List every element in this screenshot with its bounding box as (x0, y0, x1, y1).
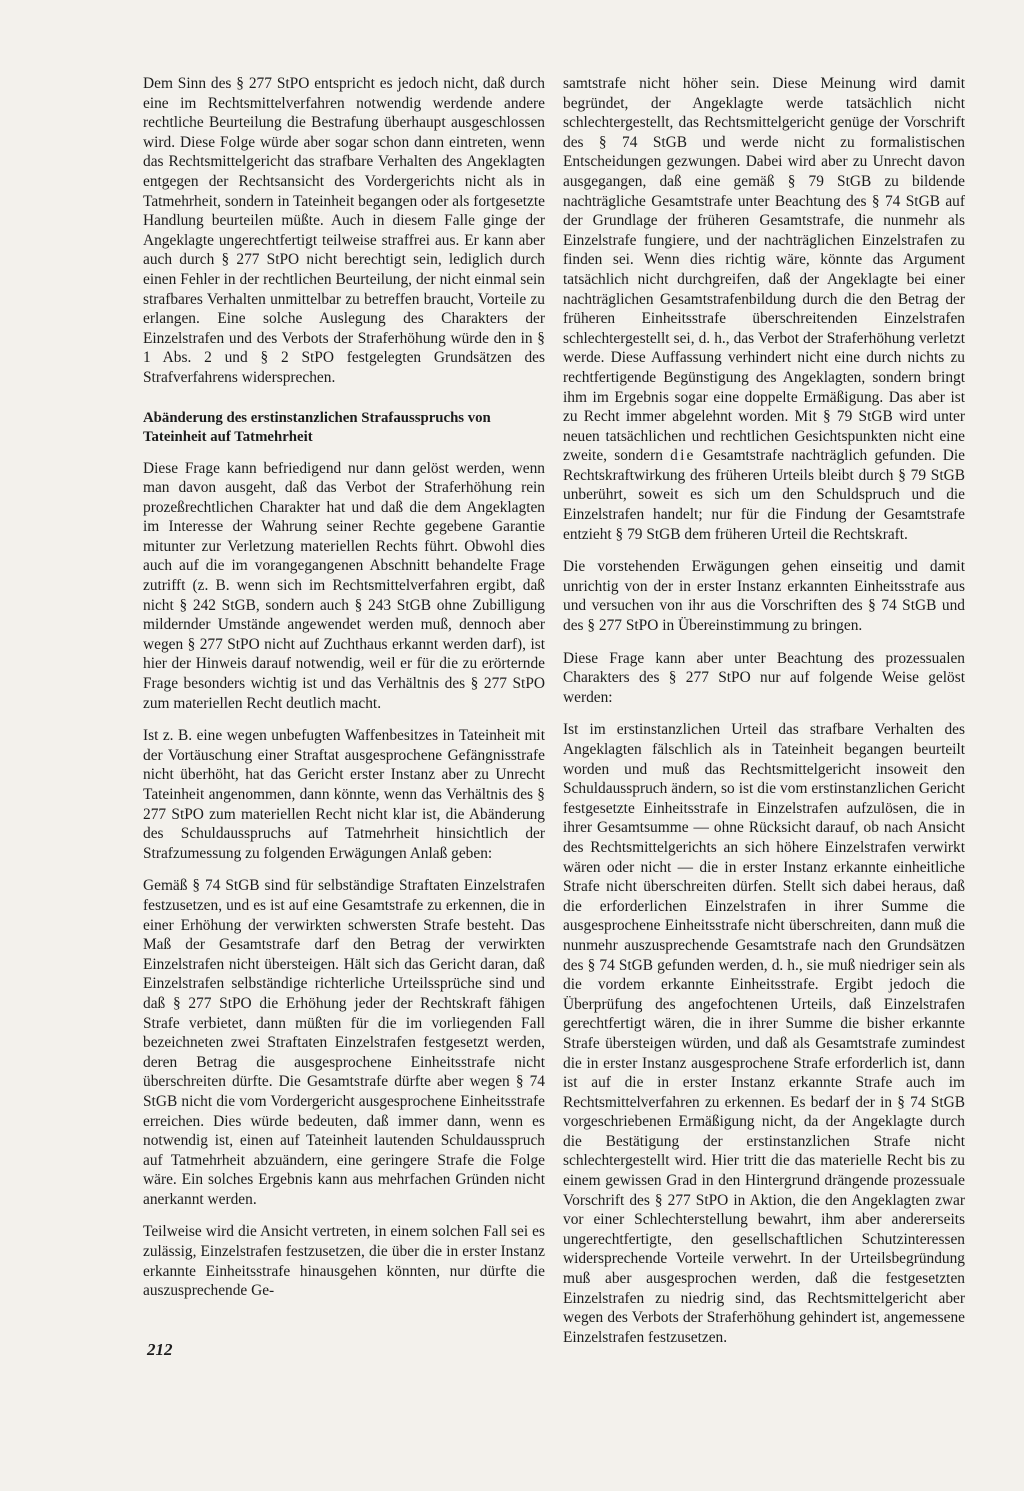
paragraph: Ist im erstinstanzlichen Urteil das strafbare Verhalten des Angeklagten fälschlich als in Tateinheit begangen beurteilt worden und muß das Rechtsmittelgericht insoweit den Schuldausspruch ändern, so ist die vom erstinstanzlichen Gericht festgesetzte Einheitsstrafe in Einzelstrafen aufzulösen, die in ihrer Gesamtsumme — ohne Rücksicht darauf, ob nach Ansicht des Rechtsmittelgerichts an sich höhere Einzelstrafen verwirkt wären oder nicht — die in erster Instanz erkannte einheitliche Strafe nicht überschreiten dürfen. Stellt sich dabei heraus, daß die erforderlichen Einzelstrafen in ihrer Summe die ausgesprochene Einheitsstrafe nicht überschreiten, dann muß die nunmehr auszusprechende Gesamtstrafe nach den Grundsätzen des § 74 StGB gefunden werden, d. h., sie muß niedriger sein als die vordem erkannte Einheitsstrafe. Ergibt jedoch die Überprüfung des angefochtenen Urteils, daß Einzelstrafen gerechtfertigt wären, die in ihrer Summe die bisher erkannte Strafe übersteigen würden, und daß als Gesamtstrafe zumindest die in erster Instanz ausgesprochene Strafe erforderlich ist, dann ist auf die in erster Instanz erkannte Strafe auch im Rechtsmittelverfahren zu erkennen. Es bedarf der in § 74 StGB vorgeschriebenen Ermäßigung nicht, da der Angeklagte durch die Bestätigung der erstinstanzlichen Strafe nicht schlechtergestellt wird. Hier tritt die das materielle Recht bis zu einem gewissen Grad in den Hintergrund drängende prozessuale Vorschrift des § 277 StPO in Aktion, die den Angeklagten zwar vor einer Schlechterstellung bewahrt, ihm aber andererseits ungerechtfertigte, den gesellschaftlichen Schutzinteressen widersprechende Vorteile verwehrt. In der Urteilsbegründung muß aber ausgesprochen werden, daß die festgesetzten Einzelstrafen zu niedrig sind, das Rechtsmittelgericht aber wegen des Verbots der Straferhöhung gehindert ist, angemessene Einzelstrafen festzusetzen. (563, 721, 965, 1346)
paragraph: Diese Frage kann aber unter Beachtung des prozessualen Charakters des § 277 StPO nur auf folgende Weise gelöst werden: (563, 649, 965, 706)
paragraph: Gemäß § 74 StGB sind für selbständige Straftaten Einzelstrafen festzusetzen, und es ist auf eine Gesamtstrafe zu erkennen, die in einer Erhöhung der verwirkten schwersten Strafe besteht. Das Maß der Gesamtstrafe darf den Betrag der verwirkten Einzelstrafen nicht übersteigen. Hält sich das Gericht daran, daß Einzelstrafen selbständige richterliche Urteilssprüche sind und daß § 277 StPO die Erhöhung jeder der Rechtskraft fähigen Strafe verbietet, dann müßten für die im vorliegenden Fall bezeichneten zwei Straftaten Einzelstrafen festgesetzt werden, deren Betrag die ausgesprochene Einheitsstrafe nicht überschreiten dürfte. Die Gesamtstrafe dürfte aber wegen § 74 StGB nicht die vom Vordergericht ausgesprochene Einheitsstrafe erreichen. Dies würde bedeuten, daß immer dann, wenn es notwendig ist, einen auf Tateinheit lautenden Schuldausspruch auf Tatmehrheit abzuändern, eine geringere Strafe die Folge wäre. Ein solches Ergebnis kann aus mehrfachen Gründen nicht anerkannt werden. (143, 877, 545, 1208)
left-column (143, 74, 545, 1314)
paragraph: Diese Frage kann befriedigend nur dann gelöst werden, wenn man davon ausgeht, daß das Verbot der Straferhöhung rein prozeßrechtlichen Charakter hat und daß die dem Angeklagten im Interesse der Wahrung seiner Rechte gegebene Garantie mitunter zur Verletzung materiellen Rechts führt. Obwohl dies auch auf die im vorangegangenen Abschnitt behandelte Frage zutrifft (z. B. wenn sich im Rechtsmittelverfahren ergibt, daß nicht § 242 StGB, sondern auch § 243 StGB ohne Zubilligung mildernder Umstände angewendet werden muß, dennoch aber wegen § 277 StPO nicht auf Zuchthaus erkannt werden darf), ist hier der Hinweis darauf notwendig, weil er für die zu erörternde Frage besonders wichtig ist und das Verhältnis des § 277 StPO zum materiellen Recht deutlich macht. (143, 459, 545, 712)
emphasized-word: die (670, 447, 696, 465)
paragraph: Ist z. B. eine wegen unbefugten Waffenbesitzes in Tateinheit mit der Vortäuschung einer Straftat ausgesprochene Gefängnisstrafe nicht überhöht, hat das Gericht erster Instanz aber zu Unrecht Tateinheit angenommen, dann könnte, wenn das Verhältnis des § 277 StPO zum materiellen Recht nicht klar ist, die Abänderung des Schuldausspruchs auf Tatmehrheit hinsichtlich der Strafzumessung zu folgenden Erwägungen Anlaß geben: (143, 727, 545, 862)
right-column (563, 74, 965, 1360)
paragraph: Die vorstehenden Erwägungen gehen einseitig und damit unrichtig von der in erster Instanz erkannten Einheitsstrafe aus und versuchen von ihr aus die Vorschriften des § 74 StGB und des § 277 StPO in Übereinstimmung zu bringen. (563, 558, 965, 635)
paragraph: Dem Sinn des § 277 StPO entspricht es jedoch nicht, daß durch eine im Rechtsmittelverfahren notwendig werdende andere rechtliche Beurteilung die Bestrafung überhaupt ausgeschlossen wird. Diese Folge würde aber sogar schon dann eintreten, wenn das Rechtsmittelgericht das strafbare Verhalten des Angeklagten entgegen der Rechtsansicht des Vordergerichts nicht als in Tatmehrheit, sondern in Tateinheit begangen oder als fortgesetzte Handlung beurteilen müßte. Auch in diesem Falle ginge der Angeklagte ungerechtfertigt teilweise straffrei aus. Er kann aber auch durch § 277 StPO nicht berechtigt sein, lediglich durch einen Fehler in der rechtlichen Beurteilung, der nicht einmal sein strafbares Verhalten unmittelbar zu betreffen braucht, Vorteile zu erlangen. Eine solche Auslegung des Charakters der Einzelstrafen und des Verbots der Straferhöhung würde den in § 1 Abs. 2 und § 2 StPO festgelegten Grundsätzen des Strafverfahrens widersprechen. (143, 75, 545, 386)
section-heading: Abänderung des erstinstanzlichen Strafausspruchs von Tateinheit auf Tatmehrheit (143, 409, 491, 445)
paragraph (563, 74, 965, 544)
paragraph: Teilweise wird die Ansicht vertreten, in einem solchen Fall sei es zulässig, Einzelstrafen festzusetzen, die über die in erster Instanz erkannte Einheitsstrafe hinausgehen könnten, nur dürfte die auszusprechende Ge- (143, 1223, 545, 1300)
page-number: 212 (147, 1340, 173, 1359)
paragraph-text: samtstrafe nicht höher sein. Diese Meinung wird damit begründet, der Angeklagte werde tatsächlich nicht schlechtergestellt, das Rechtsmittelgericht genüge der Vorschrift des § 74 StGB und werde nicht zu formalistischen Entscheidungen gezwungen. Dabei wird aber zu Unrecht davon ausgegangen, daß eine gemäß § 79 StGB zu bildende nachträgliche Gesamtstrafe unter Beachtung des § 74 StGB auf der Grundlage der früheren Gesamtstrafe, die nunmehr als Einzelstrafe fungiere, und der nachträglichen Einzelstrafen zu finden sei. Wenn dies richtig wäre, könnte das Argument tatsächlich nicht durchgreifen, daß der Angeklagte bei einer nachträglichen Gesamtstrafenbildung durch die den Betrag der früheren Einheitsstrafe überschreitenden Einzelstrafen schlechtergestellt sei, d. h., das Verbot der Straferhöhung verletzt werde. Diese Auffassung verhindert nicht eine durch nichts zu rechtfertigende Begünstigung des Angeklagten, sondern bringt ihm im Ergebnis sogar eine doppelte Ermäßigung. Das aber ist zu Recht immer abgelehnt worden. Mit § 79 StGB wird unter neuen tatsächlichen und rechtlichen Gesichtspunkten nicht eine zweite, sondern (563, 75, 965, 465)
paragraph-text: Gesamtstrafe nachträglich gefunden. Die Rechtskraftwirkung des früheren Urteils bleibt durch § 79 StGB unberührt, soweit es sich um den Schuldspruch und die Einzelstrafen handelt; nur für die Findung der Gesamtstrafe entzieht § 79 StGB dem früheren Urteil die Rechtskraft. (563, 447, 965, 543)
